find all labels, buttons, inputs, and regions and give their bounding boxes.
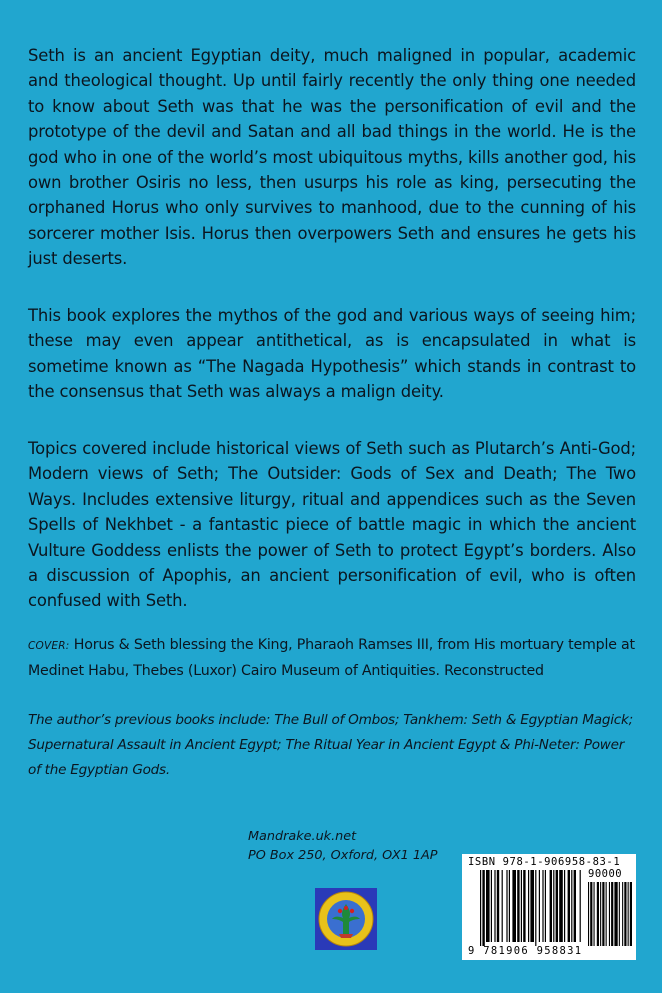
barcode-addon-bar <box>594 882 595 946</box>
barcode-addon-bar <box>590 882 592 946</box>
barcode-bar <box>523 870 525 942</box>
barcode-bar <box>574 870 576 942</box>
barcode-bar <box>564 870 565 942</box>
barcode-bar <box>580 870 581 942</box>
cover-credit <box>28 633 638 684</box>
barcode-addon-bar <box>614 882 617 946</box>
cover-credit-text: Horus & Seth blessing the King, Pharaoh Ramses III, from His mortuary temple at Medinet Habu, Thebes (Luxor) Cairo Museum of Antiquities. Reconstructed <box>28 637 635 679</box>
barcode-addon-bar <box>611 882 613 946</box>
publisher-website: Mandrake.uk.net <box>248 829 357 844</box>
cover-credit-label: COVER: <box>28 640 70 652</box>
previous-books-note: The author’s previous books include: The Bull of Ombos; Tankhem: Seth & Egyptian Magick; Supernatural Assault in Ancient Egypt; The Ritual Year in Ancient Egypt & Phi-Neter: Power of the Egyptian Gods. <box>28 712 633 778</box>
barcode-bar <box>553 870 554 942</box>
barcode-addon-bar <box>609 882 610 946</box>
barcode-bar <box>530 870 534 942</box>
publisher-address: PO Box 250, Oxford, OX1 1AP <box>248 848 438 863</box>
barcode-bar <box>521 870 522 942</box>
barcode-addon-bar <box>628 882 629 946</box>
description-paragraph-3: Topics covered include historical views of Seth such as Plutarch’s Anti-God; Modern views of Seth; The Outsider: Gods of Sex and Death; The Two Ways. Includes extensive liturgy, ritual and appendices such as the Seven Spells of Nekhbet - a fantastic piece of battle magic in which the ancient Vulture Goddess enlists the power of Seth to protect Egypt’s borders. Also a discussion of Apophis, an ancient personification of evil, who is often confused with Seth. <box>28 439 636 611</box>
barcode-bar <box>497 870 499 942</box>
barcode-bar <box>486 870 490 942</box>
barcode-bar <box>559 870 563 942</box>
barcode-addon-bar <box>619 882 620 946</box>
barcode-addon-code: 90000 <box>588 868 623 880</box>
barcode-addon-bar <box>600 882 601 946</box>
isbn-label: ISBN 978-1-906958-83-1 <box>468 856 621 868</box>
barcode-bar <box>509 870 510 942</box>
barcode-bar <box>480 870 481 946</box>
barcode-addon-bar <box>606 882 607 946</box>
barcode-bar <box>542 870 543 942</box>
barcode-bar <box>535 870 536 946</box>
description-paragraph-1: Seth is an ancient Egyptian deity, much maligned in popular, academic and theological thought. Up until fairly recently the only thing one needed to know about Seth was that he was the personification of evil and the prototype of the devil and Satan and all bad things in the world. He is the god who in one of the world’s most ubiquitous myths, kills another god, his own brother Osiris no less, then usurps his role as king, persecuting the orphaned Horus who only survives to manhood, due to the cunning of his sorcerer mother Isis. Horus then overpowers Seth and ensures he gets his just deserts. <box>28 46 636 269</box>
barcode-bar <box>491 870 492 942</box>
barcode-addon-bar <box>602 882 604 946</box>
barcode-addon-bar <box>597 882 599 946</box>
ean-number: 9 781906 958831 <box>468 945 583 957</box>
barcode-bar <box>568 870 570 942</box>
barcode-bar <box>502 870 503 942</box>
barcode-bar <box>539 870 540 942</box>
barcode-bar <box>506 870 507 942</box>
barcode-addon-bar <box>588 882 589 946</box>
isbn-barcode <box>462 854 636 960</box>
barcode-addon-bar <box>630 882 632 946</box>
barcode-bar <box>556 870 558 942</box>
barcode-bar <box>528 870 529 942</box>
barcode-bar <box>494 870 495 942</box>
barcode-bar <box>571 870 572 942</box>
barcode-bar <box>550 870 552 942</box>
barcode-addon-bar <box>624 882 626 946</box>
barcode-bar <box>512 870 516 942</box>
barcode-bar <box>517 870 519 942</box>
barcode-bar <box>482 870 484 946</box>
publisher-logo <box>315 888 377 950</box>
barcode-bar <box>545 870 546 942</box>
barcode-addon-bar <box>622 882 623 946</box>
description-paragraph-2: This book explores the mythos of the god and various ways of seeing him; these may even appear antithetical, as is encapsulated in what is sometime known as “The Nagada Hypothesis” which stands in contrast to the consensus that Seth was always a malign deity. <box>28 306 636 402</box>
